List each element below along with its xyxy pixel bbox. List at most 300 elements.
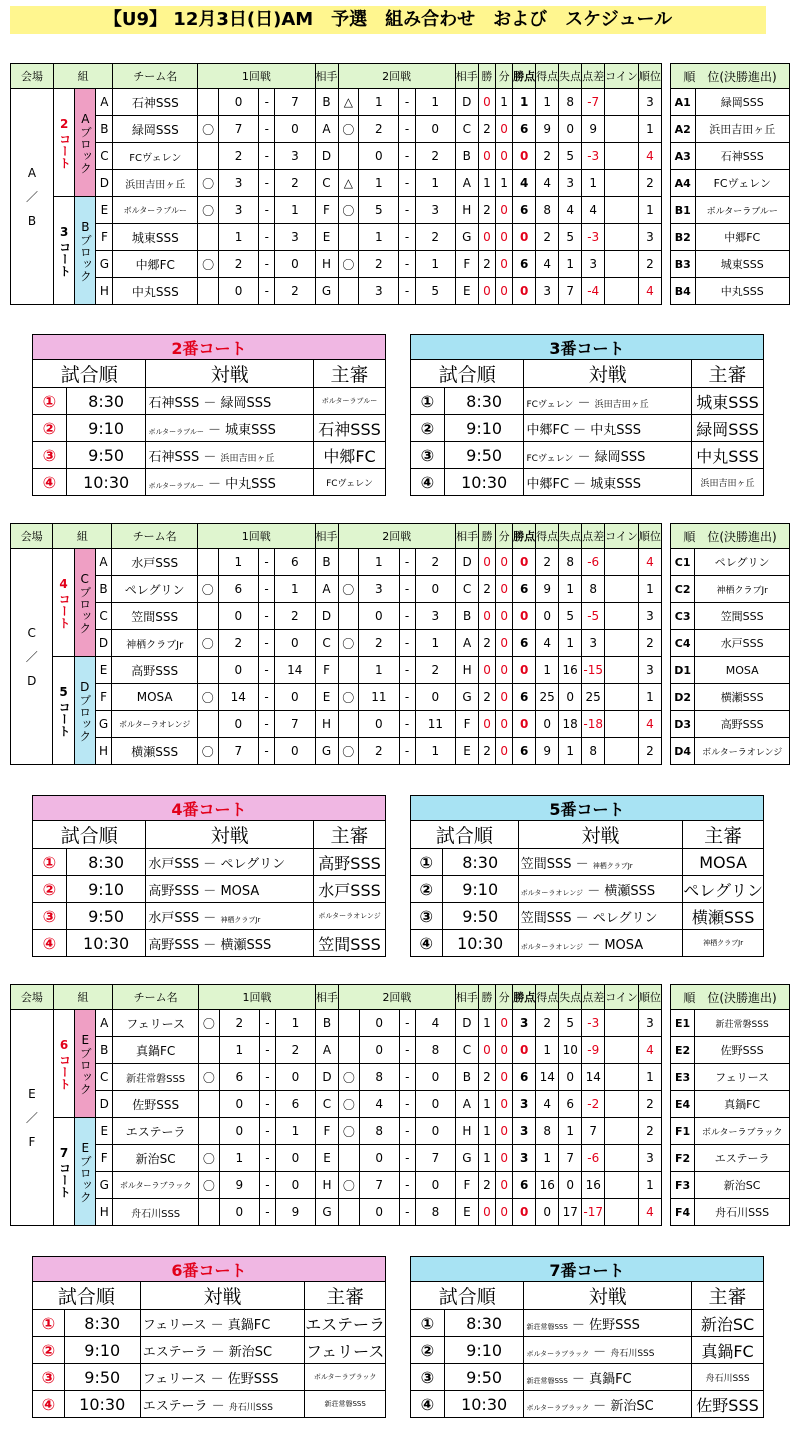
order-header: 試合順: [33, 1282, 141, 1310]
score-dash: -: [399, 197, 415, 224]
rank-header: 順位: [638, 64, 661, 89]
match-time: 8:30: [444, 1310, 524, 1337]
goal-diff: -3: [582, 224, 605, 251]
result-mark: 〇: [198, 197, 219, 224]
opponent-id: A: [455, 170, 478, 197]
result-mark: [197, 657, 218, 684]
match-header: 対戦: [524, 360, 692, 388]
team-row: [11, 1145, 662, 1172]
result-mark: △: [338, 170, 359, 197]
score-against: 5: [415, 278, 455, 305]
points: 4: [513, 170, 536, 197]
goal-diff: 3: [582, 630, 605, 657]
court-cell: [53, 89, 74, 197]
ranking-row: [671, 1145, 790, 1172]
versus-dash: －: [583, 937, 605, 953]
wins: 2: [479, 576, 496, 603]
result-mark: [338, 224, 359, 251]
result-mark: [198, 89, 219, 116]
match-pairing: [524, 388, 692, 415]
rank: 2: [638, 738, 661, 765]
referee: FCヴェレン: [314, 469, 386, 496]
court-cell: [53, 657, 74, 765]
match-time: 10:30: [66, 930, 146, 957]
court-title: 3番コート: [411, 335, 764, 360]
draws: 0: [496, 603, 513, 630]
goal-diff: 8: [582, 738, 605, 765]
score-for: 3: [359, 576, 399, 603]
home-team: 石神SSS: [148, 395, 200, 411]
points: 6: [513, 738, 536, 765]
points: 0: [513, 143, 536, 170]
score-for: 3: [218, 197, 258, 224]
goals-against: 8: [559, 549, 582, 576]
opponent-id: G: [315, 738, 338, 765]
wins: 0: [479, 603, 496, 630]
ranking-title: 順 位(決勝進出): [671, 524, 790, 549]
ranking-row: [671, 549, 790, 576]
points: 6: [513, 684, 536, 711]
rank-code: A1: [671, 89, 696, 116]
away-team: 中丸SSS: [225, 476, 276, 492]
goals-for: 4: [536, 251, 559, 278]
coin: [605, 630, 639, 657]
opponent-id: C: [455, 1037, 478, 1064]
team-name: 新荘常磐SSS: [113, 1064, 199, 1091]
goals-against: 1: [559, 576, 582, 603]
score-dash: -: [399, 89, 415, 116]
match-pairing: [140, 1364, 305, 1391]
result-mark: 〇: [198, 251, 219, 278]
team-row: [11, 549, 662, 576]
result-mark: [198, 143, 219, 170]
draws: 0: [495, 278, 512, 305]
team-id: A: [96, 1010, 113, 1037]
court-label: コート: [57, 701, 72, 737]
referee-header: 主審: [305, 1282, 386, 1310]
referee: 新治SC: [692, 1310, 764, 1337]
rank: 1: [638, 1172, 661, 1199]
score-dash: -: [399, 1037, 415, 1064]
team-row: [11, 603, 662, 630]
rank-team: ペレグリン: [695, 549, 790, 576]
draws: 0: [496, 576, 513, 603]
venue-label: E: [28, 1086, 36, 1101]
rank-code: C3: [671, 603, 695, 630]
team-name: 緑岡SSS: [113, 116, 198, 143]
home-team: 石神SSS: [148, 449, 200, 465]
draws: 0: [496, 549, 513, 576]
score-dash: -: [399, 1172, 415, 1199]
match-number: ③: [33, 442, 67, 469]
rank-code: F4: [671, 1199, 695, 1226]
goals-for: 4: [536, 170, 559, 197]
score-for: 0: [218, 711, 258, 738]
court-number: 4: [59, 577, 68, 591]
match-pairing: [146, 469, 314, 496]
score-against: 7: [415, 1145, 455, 1172]
result-mark: 〇: [338, 630, 359, 657]
score-against: 1: [415, 89, 455, 116]
team-row: [11, 684, 662, 711]
rank: 1: [638, 1064, 661, 1091]
score-against: 2: [415, 657, 455, 684]
team-name: 真鍋FC: [113, 1037, 199, 1064]
group-header: 組: [53, 524, 112, 549]
opponent-id: B: [315, 1010, 338, 1037]
result-mark: [338, 278, 359, 305]
points: 6: [513, 251, 536, 278]
score-for: 0: [219, 1199, 259, 1226]
match-pairing: [518, 930, 683, 957]
draws: 0: [496, 1064, 513, 1091]
opponent-header: 相手: [455, 985, 478, 1010]
match-number: ④: [33, 1391, 65, 1418]
score-for: 0: [219, 1091, 259, 1118]
result-mark: [197, 549, 218, 576]
goal-diff: 1: [582, 170, 605, 197]
score-dash: -: [399, 549, 415, 576]
team-id: H: [96, 1199, 113, 1226]
court-schedule-table: [410, 795, 764, 957]
team-id: C: [95, 603, 112, 630]
result-mark: [338, 143, 359, 170]
match-header: 対戦: [140, 1282, 305, 1310]
match-pairing: [518, 876, 683, 903]
coin: [605, 549, 639, 576]
team-id: E: [96, 197, 113, 224]
points: 0: [513, 603, 536, 630]
match-row: [411, 388, 764, 415]
ranking-row: [671, 1199, 790, 1226]
goals-against: 18: [559, 711, 582, 738]
away-team: 佐野SSS: [589, 1317, 640, 1333]
home-team: 高野SSS: [148, 937, 200, 953]
goals-against: 17: [559, 1199, 582, 1226]
match-row: [33, 1364, 386, 1391]
block-letter: E: [81, 1032, 90, 1047]
referee: 神栖クラブJr: [683, 930, 764, 957]
referee: MOSA: [683, 849, 764, 876]
away-team: 舟石川SSS: [228, 1402, 273, 1413]
goals-for: 1: [536, 1037, 559, 1064]
goals-against: 4: [559, 197, 582, 224]
score-against: 0: [275, 738, 315, 765]
team-name: FCヴェレン: [113, 143, 198, 170]
versus-dash: －: [573, 449, 595, 465]
opponent-id: B: [455, 143, 478, 170]
wins: 2: [479, 684, 496, 711]
match-number: ②: [411, 876, 443, 903]
draws: 0: [496, 1199, 513, 1226]
match-row: [33, 876, 386, 903]
referee: 中郷FC: [314, 442, 386, 469]
referee: エステーラ: [305, 1310, 386, 1337]
team-id: D: [95, 630, 112, 657]
referee-header: 主審: [314, 821, 386, 849]
block-letter: A: [81, 111, 90, 126]
goal-diff: -6: [582, 1145, 605, 1172]
score-dash: -: [259, 1145, 275, 1172]
opponent-id: H: [315, 1172, 338, 1199]
block-label: ブロック: [77, 693, 92, 742]
match-number: ④: [411, 1391, 445, 1418]
wins: 0: [478, 89, 495, 116]
match-number: ①: [411, 849, 443, 876]
opponent-id: A: [456, 630, 479, 657]
points: 3: [513, 1145, 536, 1172]
score-dash: -: [399, 1118, 415, 1145]
team-row: [11, 1118, 662, 1145]
rank-team: FCヴェレン: [695, 170, 790, 197]
court-schedule-table: [410, 334, 764, 496]
referee-header: 主審: [314, 360, 386, 388]
court-title: 2番コート: [33, 335, 386, 360]
result-mark: [197, 711, 218, 738]
goal-diff: -6: [582, 549, 605, 576]
coin-header: コイン: [605, 524, 639, 549]
court-schedule-table: [32, 795, 386, 957]
ranking-table: [670, 63, 790, 305]
points-header: 勝点: [513, 985, 536, 1010]
match-pairing: [146, 442, 314, 469]
goals-against: 0: [559, 1172, 582, 1199]
score-against: 0: [415, 684, 455, 711]
coin: [605, 116, 639, 143]
points: 0: [513, 711, 536, 738]
match-time: 10:30: [64, 1391, 140, 1418]
away-team: 横瀬SSS: [604, 883, 656, 899]
team-row: [11, 197, 662, 224]
team-row: [11, 1199, 662, 1226]
score-for: 0: [359, 1145, 399, 1172]
wins: 0: [479, 711, 496, 738]
opponent-id: H: [456, 657, 479, 684]
score-against: 9: [276, 1199, 316, 1226]
score-dash: -: [399, 684, 415, 711]
rank: 3: [638, 89, 661, 116]
coin: [605, 1145, 639, 1172]
score-dash: -: [259, 224, 275, 251]
versus-dash: －: [199, 883, 221, 899]
rank-team: 舟石川SSS: [695, 1199, 790, 1226]
home-team: エステーラ: [142, 1344, 208, 1360]
goals-against: 16: [559, 657, 582, 684]
goals-against: 8: [559, 89, 582, 116]
score-for: 0: [219, 1118, 259, 1145]
match-row: [411, 903, 764, 930]
away-team: 新治SC: [610, 1398, 654, 1414]
opponent-id: H: [315, 711, 338, 738]
away-team: 神栖クラブJr: [592, 861, 633, 870]
goals-for-header: 得点: [536, 64, 559, 89]
versus-dash: －: [203, 422, 226, 438]
court-number: 6: [59, 1038, 69, 1052]
result-mark: 〇: [338, 1172, 359, 1199]
rank-team: 笠間SSS: [695, 603, 790, 630]
coin: [605, 251, 639, 278]
match-number: ③: [33, 903, 67, 930]
home-team: ボルターラオレンジ: [520, 888, 584, 897]
rank-code: B3: [671, 251, 696, 278]
goals-for-header: 得点: [536, 985, 559, 1010]
group-header-row: [11, 64, 662, 89]
goals-for: 8: [536, 197, 559, 224]
venue-header: 会場: [11, 524, 53, 549]
draws: 1: [495, 170, 512, 197]
match-number: ④: [411, 469, 445, 496]
score-against: 0: [415, 1172, 455, 1199]
score-against: 1: [275, 197, 315, 224]
result-mark: [198, 278, 219, 305]
score-against: 0: [415, 1091, 455, 1118]
ranking-row: [671, 278, 790, 305]
match-number: ③: [33, 1364, 65, 1391]
coin: [605, 89, 639, 116]
score-against: 0: [415, 1064, 455, 1091]
block-label: ブロック: [78, 1154, 93, 1203]
result-mark: [199, 1199, 220, 1226]
score-dash: -: [399, 738, 415, 765]
score-for: 1: [218, 224, 258, 251]
result-mark: 〇: [197, 738, 218, 765]
score-for: 3: [218, 170, 258, 197]
match-row: [33, 1391, 386, 1418]
match-time: 9:50: [442, 903, 518, 930]
result-mark: 〇: [199, 1172, 220, 1199]
rank: 1: [638, 116, 661, 143]
group-table: [10, 523, 662, 765]
match-header: 対戦: [146, 360, 314, 388]
referee: 城東SSS: [692, 388, 764, 415]
referee-header: 主審: [692, 1282, 764, 1310]
coin: [605, 143, 639, 170]
score-for: 1: [219, 1037, 259, 1064]
rank-team: ボルターラオレンジ: [695, 738, 790, 765]
match-time: 8:30: [66, 849, 146, 876]
match-pairing: [146, 930, 314, 957]
away-team: 佐野SSS: [227, 1371, 279, 1387]
score-against: 2: [415, 549, 455, 576]
result-mark: [338, 603, 359, 630]
result-mark: [198, 224, 219, 251]
score-for: 1: [359, 89, 399, 116]
match-row: [411, 876, 764, 903]
opponent-id: F: [455, 251, 478, 278]
court-cell: [53, 197, 74, 305]
score-dash: -: [259, 1010, 275, 1037]
opponent-id: A: [315, 1037, 338, 1064]
result-mark: [197, 603, 218, 630]
goals-against: 7: [559, 278, 582, 305]
ranking-title: 順 位(決勝進出): [671, 985, 790, 1010]
match-pairing: [140, 1391, 305, 1418]
rank: 2: [638, 1118, 661, 1145]
goals-for: 2: [536, 549, 559, 576]
wins: 2: [478, 1064, 495, 1091]
score-for: 1: [359, 224, 399, 251]
draws: 0: [495, 116, 512, 143]
referee: 浜田吉田ヶ丘: [692, 469, 764, 496]
block-cell: [75, 89, 96, 197]
score-against: 0: [275, 630, 315, 657]
goal-diff: -9: [582, 1037, 605, 1064]
goals-against: 1: [559, 738, 582, 765]
court-label: コート: [57, 241, 72, 277]
ranking-row: [671, 143, 790, 170]
goals-against-header: 失点: [559, 985, 582, 1010]
opponent-id: C: [456, 576, 479, 603]
draws: 0: [496, 1010, 513, 1037]
ranking-row: [671, 116, 790, 143]
score-for: 0: [359, 711, 399, 738]
goals-for: 8: [536, 1118, 559, 1145]
venue-label: A: [27, 165, 37, 180]
block-cell: [74, 657, 95, 765]
versus-dash: －: [199, 910, 221, 926]
round1-header: 1回戦: [198, 64, 315, 89]
court-number: 2: [59, 117, 69, 131]
referee: 笠間SSS: [314, 930, 386, 957]
goals-against: 1: [559, 630, 582, 657]
venue-cell: [11, 1010, 54, 1226]
result-mark: 〇: [197, 684, 218, 711]
opponent-id: D: [315, 1064, 338, 1091]
match-pairing: [146, 415, 314, 442]
team-id: H: [96, 278, 113, 305]
coin: [605, 1037, 639, 1064]
versus-dash: －: [589, 1398, 611, 1414]
score-for: 2: [218, 630, 258, 657]
round2-header: 2回戦: [338, 524, 456, 549]
team-header: チーム名: [113, 985, 199, 1010]
goals-for: 3: [536, 278, 559, 305]
result-mark: 〇: [199, 1145, 220, 1172]
result-mark: 〇: [338, 116, 359, 143]
team-id: F: [96, 1145, 113, 1172]
match-header: 対戦: [146, 821, 314, 849]
score-against: 2: [415, 224, 455, 251]
result-mark: 〇: [338, 1091, 359, 1118]
rank-code: D3: [671, 711, 695, 738]
score-against: 0: [276, 1064, 316, 1091]
home-team: FCヴェレン: [526, 453, 574, 464]
opponent-id: D: [315, 143, 338, 170]
points: 3: [513, 1010, 536, 1037]
rank: 1: [638, 684, 661, 711]
match-header: 対戦: [518, 821, 683, 849]
goals-for-header: 得点: [536, 524, 559, 549]
rank-team: MOSA: [695, 657, 790, 684]
rank-team: 水戸SSS: [695, 630, 790, 657]
venue-header: 会場: [11, 64, 54, 89]
block-letter: B: [81, 219, 90, 234]
ranking-row: [671, 630, 790, 657]
opponent-id: A: [315, 576, 338, 603]
home-team: ボルターラブラック: [526, 1403, 590, 1412]
draw-header: 分: [495, 64, 512, 89]
score-dash: -: [259, 89, 275, 116]
match-row: [33, 1337, 386, 1364]
match-pairing: [146, 903, 314, 930]
versus-dash: －: [573, 395, 595, 411]
rank: 4: [638, 1199, 661, 1226]
rank: 4: [638, 143, 661, 170]
team-name: 水戸SSS: [112, 549, 198, 576]
score-against: 1: [276, 1118, 316, 1145]
team-name: フェリース: [113, 1010, 199, 1037]
match-number: ①: [33, 388, 67, 415]
